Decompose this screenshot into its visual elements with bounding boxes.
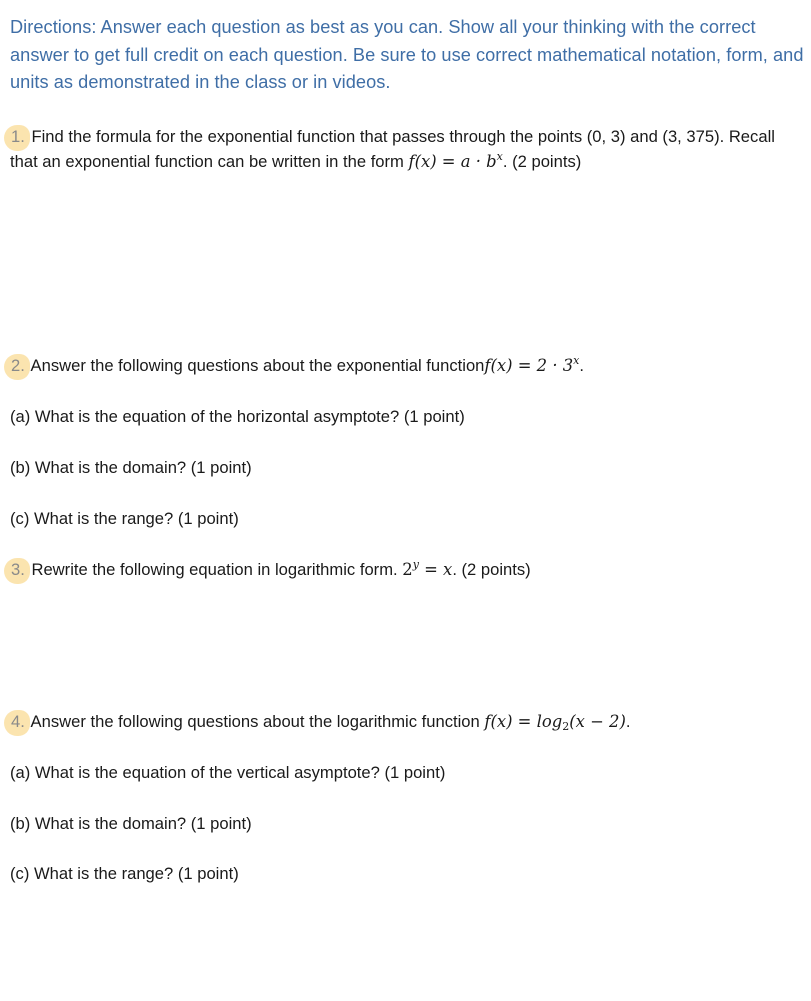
question-4-formula: $f(x) = \log_2(x - 2)$ [484, 712, 626, 733]
question-1-number: 1. [10, 127, 27, 146]
question-3-points: . (2 points) [452, 560, 531, 579]
question-4-text: Answer the following questions about the logarithmic function [30, 712, 485, 731]
question-3 [10, 557, 800, 582]
question-4a: (a) What is the equation of the vertical asymptote? (1 point) [10, 763, 446, 782]
question-3-number: 3. [10, 560, 27, 579]
question-1-points: . (2 points) [502, 152, 582, 171]
question-4b: (b) What is the domain? (1 point) [10, 814, 252, 833]
question-1 [10, 124, 800, 174]
question-2: 2. Answer the following questions about the exponential functionf(x) = $2 \cdot 3^x$. [10, 353, 800, 378]
question-1-text: Find the formula for the exponential function that passes through the points (0, 3) and (3, 375). Recall that an exponential function can be written in the form [10, 127, 775, 171]
question-2-formula: $f(x) = 2 \cdot 3^x$ [484, 354, 580, 375]
question-2c: (c) What is the range? (1 point) [10, 509, 239, 528]
question-2a: (a) What is the equation of the horizontal asymptote? (1 point) [10, 407, 465, 426]
directions-text: Directions: Answer each question as best as you can. Show all your thinking with the correct answer to get full credit on each question. Be sure to use correct mathematical notation, form, and units as demonstrated in the class or in videos. [10, 17, 804, 92]
question-3-formula: $2^y = x$ [402, 558, 453, 579]
question-3-text: Rewrite the following equation in logarithmic form. [31, 560, 403, 579]
question-4-number: 4. [10, 712, 27, 731]
question-4: 4. Answer the following questions about the logarithmic function $f(x) = \log_2(x - 2)$. [10, 709, 800, 734]
question-1-formula: $f(x) = a \cdot b^x$ [408, 150, 503, 171]
question-2-text: Answer the following questions about the exponential function [30, 356, 485, 375]
question-2-number: 2. [10, 356, 27, 375]
question-2b: (b) What is the domain? (1 point) [10, 458, 252, 477]
question-4c: (c) What is the range? (1 point) [10, 864, 239, 883]
